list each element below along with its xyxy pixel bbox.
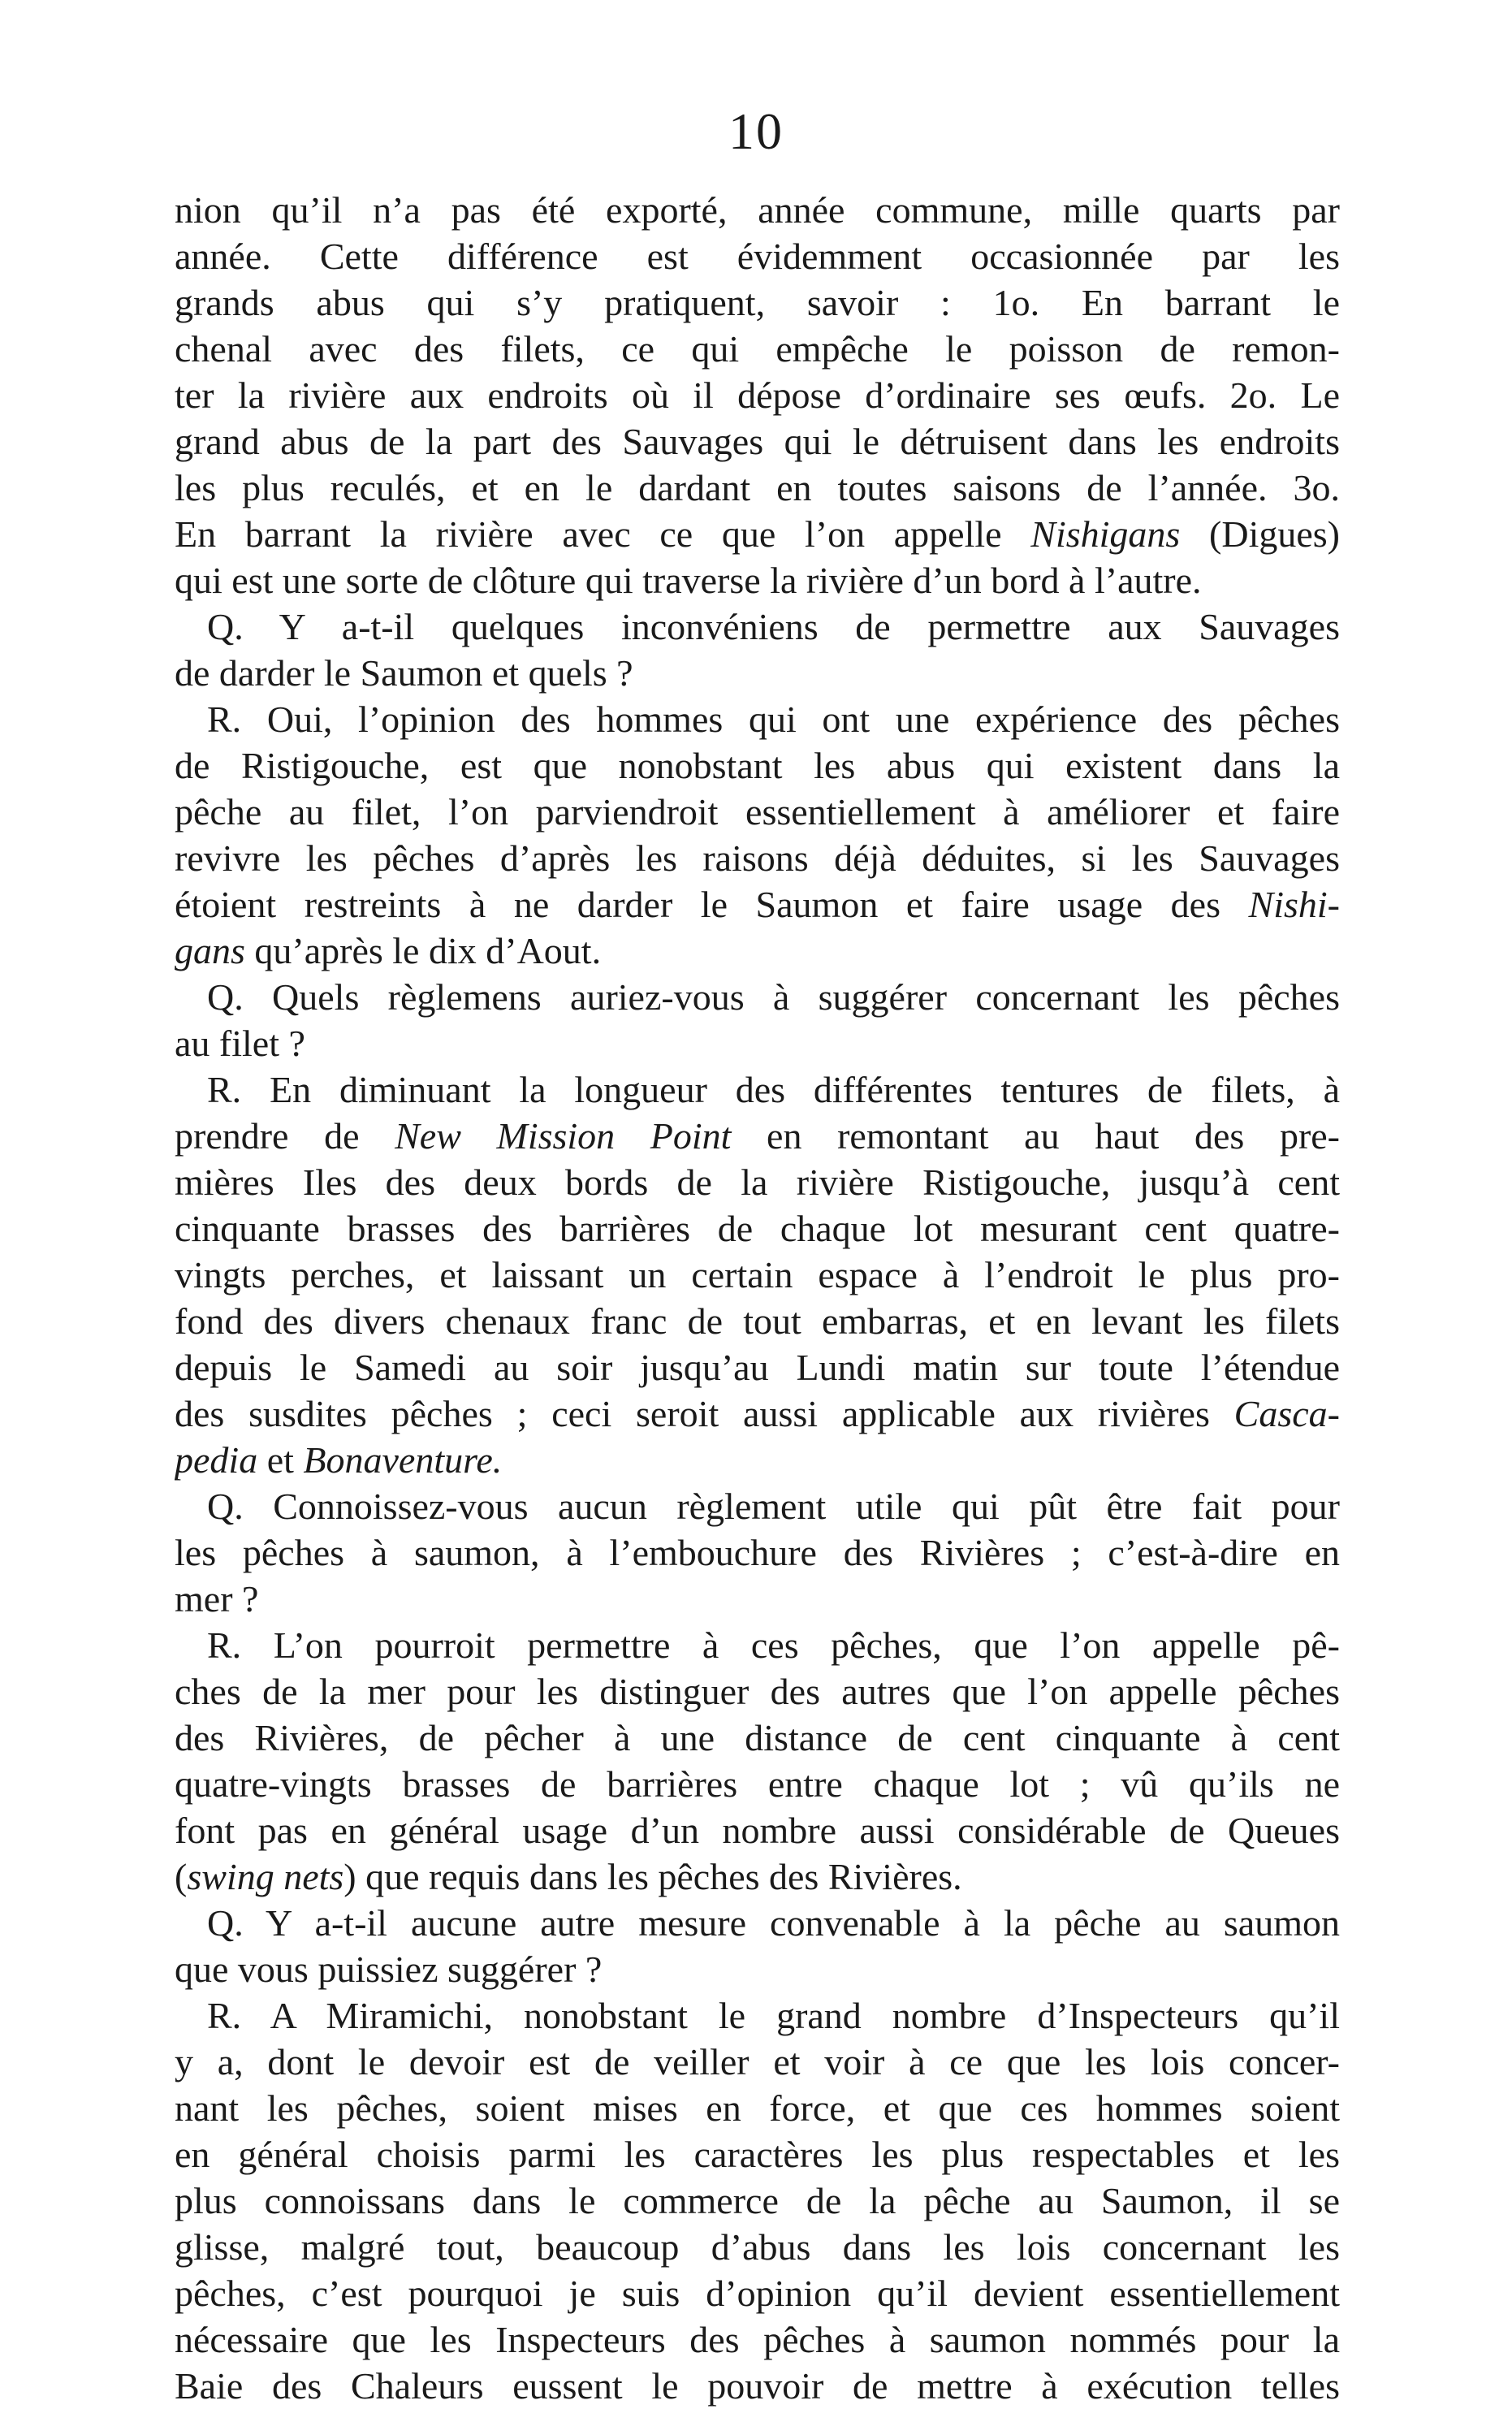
text-line bbox=[175, 1668, 1340, 1715]
text-line bbox=[175, 1946, 1340, 1992]
text-line bbox=[175, 1159, 1340, 1205]
text-segment: (Digues) bbox=[1180, 513, 1340, 555]
text-segment: Q. Quels règlemens auriez-vous à suggérer concernant les pêches bbox=[207, 976, 1340, 1018]
text-line bbox=[175, 1113, 1340, 1159]
text-segment: pêche au filet, l’on parviendroit essentiellement à améliorer et faire bbox=[175, 791, 1340, 833]
text-line bbox=[175, 1344, 1340, 1390]
text-segment: font pas en général usage d’un nombre aussi considérable de Queues bbox=[175, 1810, 1340, 1851]
text-line bbox=[175, 326, 1340, 372]
text-line bbox=[175, 1483, 1340, 1529]
text-segment: Q. Y a-t-il quelques inconvéniens de permettre aux Sauvages bbox=[207, 606, 1340, 647]
text-segment: au filet ? bbox=[175, 1023, 305, 1064]
text-line bbox=[175, 2085, 1340, 2131]
text-segment: les pêches à saumon, à l’embouchure des Rivières ; c’est-à-dire en bbox=[175, 1532, 1340, 1573]
text-segment: R. Oui, l’opinion des hommes qui ont une expérience des pêches bbox=[207, 698, 1340, 740]
text-segment: R. L’on pourroit permettre à ces pêches, que l’on appelle pê- bbox=[207, 1624, 1340, 1666]
italic-text: New Mission Point bbox=[395, 1115, 732, 1157]
text-line bbox=[175, 511, 1340, 557]
text-segment: Baie des Chaleurs eussent le pouvoir de mettre à exécution telles bbox=[175, 2365, 1340, 2407]
text-line bbox=[175, 1761, 1340, 1807]
text-segment: nant les pêches, soient mises en force, et que ces hommes soient bbox=[175, 2087, 1340, 2129]
text-segment: pêches, c’est pourquoi je suis d’opinion qu’il devient essentiellement bbox=[175, 2273, 1340, 2314]
text-line bbox=[175, 557, 1340, 603]
text-segment: quatre-vingts brasses de barrières entre chaque lot ; vû qu’ils ne bbox=[175, 1763, 1340, 1805]
text-segment: revivre les pêches d’après les raisons déjà déduites, si les Sauvages bbox=[175, 837, 1340, 879]
text-line bbox=[175, 1900, 1340, 1946]
text-segment: Q. Connoissez-vous aucun règlement utile qui pût être fait pour bbox=[207, 1486, 1340, 1527]
italic-text: swing nets bbox=[187, 1856, 344, 1897]
text-segment: des Rivières, de pêcher à une distance de cent cinquante à cent bbox=[175, 1717, 1340, 1758]
text-line bbox=[175, 1252, 1340, 1298]
text-line bbox=[175, 279, 1340, 326]
text-segment: R. En diminuant la longueur des différentes tentures de filets, à bbox=[207, 1069, 1340, 1110]
text-line bbox=[175, 2270, 1340, 2316]
text-line bbox=[175, 789, 1340, 835]
text-line bbox=[175, 974, 1340, 1020]
text-segment: en remontant au haut des pre- bbox=[731, 1115, 1340, 1157]
text-line bbox=[175, 418, 1340, 465]
text-line bbox=[175, 881, 1340, 928]
text-line bbox=[175, 465, 1340, 511]
text-segment: les plus reculés, et en le dardant en toutes saisons de l’année. 3o. bbox=[175, 467, 1340, 508]
italic-text: Bonaventure. bbox=[303, 1439, 503, 1481]
italic-text: pedia bbox=[175, 1439, 258, 1481]
text-segment: glisse, malgré tout, beaucoup d’abus dans les lois concernant les bbox=[175, 2226, 1340, 2268]
text-segment: Q. Y a-t-il aucune autre mesure convenable à la pêche au saumon bbox=[207, 1902, 1340, 1944]
text-line bbox=[175, 1020, 1340, 1066]
text-segment: mer ? bbox=[175, 1578, 259, 1620]
page-number: 10 bbox=[728, 102, 784, 160]
text-line bbox=[175, 2131, 1340, 2178]
text-line bbox=[175, 928, 1340, 974]
text-segment: étoient restreints à ne darder le Saumon et faire usage des bbox=[175, 884, 1249, 925]
text-segment: depuis le Samedi au soir jusqu’au Lundi matin sur toute l’étendue bbox=[175, 1347, 1340, 1388]
text-line bbox=[175, 1390, 1340, 1437]
text-segment: qu’après le dix d’Aout. bbox=[244, 930, 602, 971]
text-line bbox=[175, 372, 1340, 418]
text-segment: de darder le Saumon et quels ? bbox=[175, 652, 633, 694]
text-line bbox=[175, 233, 1340, 279]
text-line bbox=[175, 2178, 1340, 2224]
text-line bbox=[175, 1576, 1340, 1622]
text-segment: fond des divers chenaux franc de tout embarras, et en levant les filets bbox=[175, 1300, 1340, 1342]
text-segment: ) que requis dans les pêches des Rivières. bbox=[343, 1856, 962, 1897]
text-line bbox=[175, 2224, 1340, 2270]
text-segment: qui est une sorte de clôture qui traverse la rivière d’un bord à l’autre. bbox=[175, 560, 1202, 601]
text-line bbox=[175, 650, 1340, 696]
text-segment: chenal avec des filets, ce qui empêche le poisson de remon- bbox=[175, 328, 1340, 370]
text-line bbox=[175, 1298, 1340, 1344]
text-segment: cinquante brasses des barrières de chaque lot mesurant cent quatre- bbox=[175, 1208, 1340, 1249]
text-line bbox=[175, 1066, 1340, 1113]
text-segment: que vous puissiez suggérer ? bbox=[175, 1948, 603, 1990]
text-segment: nécessaire que les Inspecteurs des pêches à saumon nommés pour la bbox=[175, 2319, 1340, 2360]
text-segment: grands abus qui s’y pratiquent, savoir : 1o. En barrant le bbox=[175, 282, 1340, 323]
text-line bbox=[175, 1992, 1340, 2039]
text-segment: et bbox=[257, 1439, 304, 1481]
text-line bbox=[175, 742, 1340, 789]
italic-text: Nishigans bbox=[1030, 513, 1181, 555]
text-segment: en général choisis parmi les caractères les plus respectables et les bbox=[175, 2134, 1340, 2175]
text-segment: vingts perches, et laissant un certain espace à l’endroit le plus pro- bbox=[175, 1254, 1340, 1295]
text-line bbox=[175, 1437, 1340, 1483]
text-segment: R. A Miramichi, nonobstant le grand nombre d’Inspecteurs qu’il bbox=[207, 1995, 1340, 2036]
text-line bbox=[175, 1529, 1340, 1576]
text-segment: nion qu’il n’a pas été exporté, année commune, mille quarts par bbox=[175, 189, 1340, 231]
text-line bbox=[175, 2039, 1340, 2085]
text-segment: y a, dont le devoir est de veiller et voir à ce que les lois concer- bbox=[175, 2041, 1340, 2082]
text-line bbox=[175, 835, 1340, 881]
text-segment: de Ristigouche, est que nonobstant les abus qui existent dans la bbox=[175, 745, 1340, 786]
body-text bbox=[175, 187, 1340, 2409]
italic-text: gans bbox=[175, 930, 245, 971]
text-segment: mières Iles des deux bords de la rivière Ristigouche, jusqu’à cent bbox=[175, 1161, 1340, 1203]
text-segment: ( bbox=[175, 1856, 188, 1897]
text-segment: plus connoissans dans le commerce de la pêche au Saumon, il se bbox=[175, 2180, 1340, 2221]
text-line bbox=[175, 1807, 1340, 1853]
text-line bbox=[175, 603, 1340, 650]
text-segment: grand abus de la part des Sauvages qui le détruisent dans les endroits bbox=[175, 421, 1340, 462]
text-line bbox=[175, 1205, 1340, 1252]
text-line bbox=[175, 187, 1340, 233]
text-line bbox=[175, 1715, 1340, 1761]
text-segment: année. Cette différence est évidemment occasionnée par les bbox=[175, 236, 1340, 277]
text-line bbox=[175, 1853, 1340, 1900]
text-line bbox=[175, 1622, 1340, 1668]
italic-text: Nishi- bbox=[1248, 884, 1340, 925]
text-segment: ches de la mer pour les distinguer des autres que l’on appelle pêches bbox=[175, 1671, 1340, 1712]
text-line bbox=[175, 2363, 1340, 2409]
text-segment: ter la rivière aux endroits où il dépose d’ordinaire ses œufs. 2o. Le bbox=[175, 374, 1340, 416]
text-segment: prendre de bbox=[175, 1115, 395, 1157]
text-line bbox=[175, 696, 1340, 742]
italic-text: Casca- bbox=[1233, 1393, 1340, 1434]
text-segment: des susdites pêches ; ceci seroit aussi applicable aux rivières bbox=[175, 1393, 1234, 1434]
text-segment: En barrant la rivière avec ce que l’on appelle bbox=[175, 513, 1031, 555]
text-line bbox=[175, 2316, 1340, 2363]
